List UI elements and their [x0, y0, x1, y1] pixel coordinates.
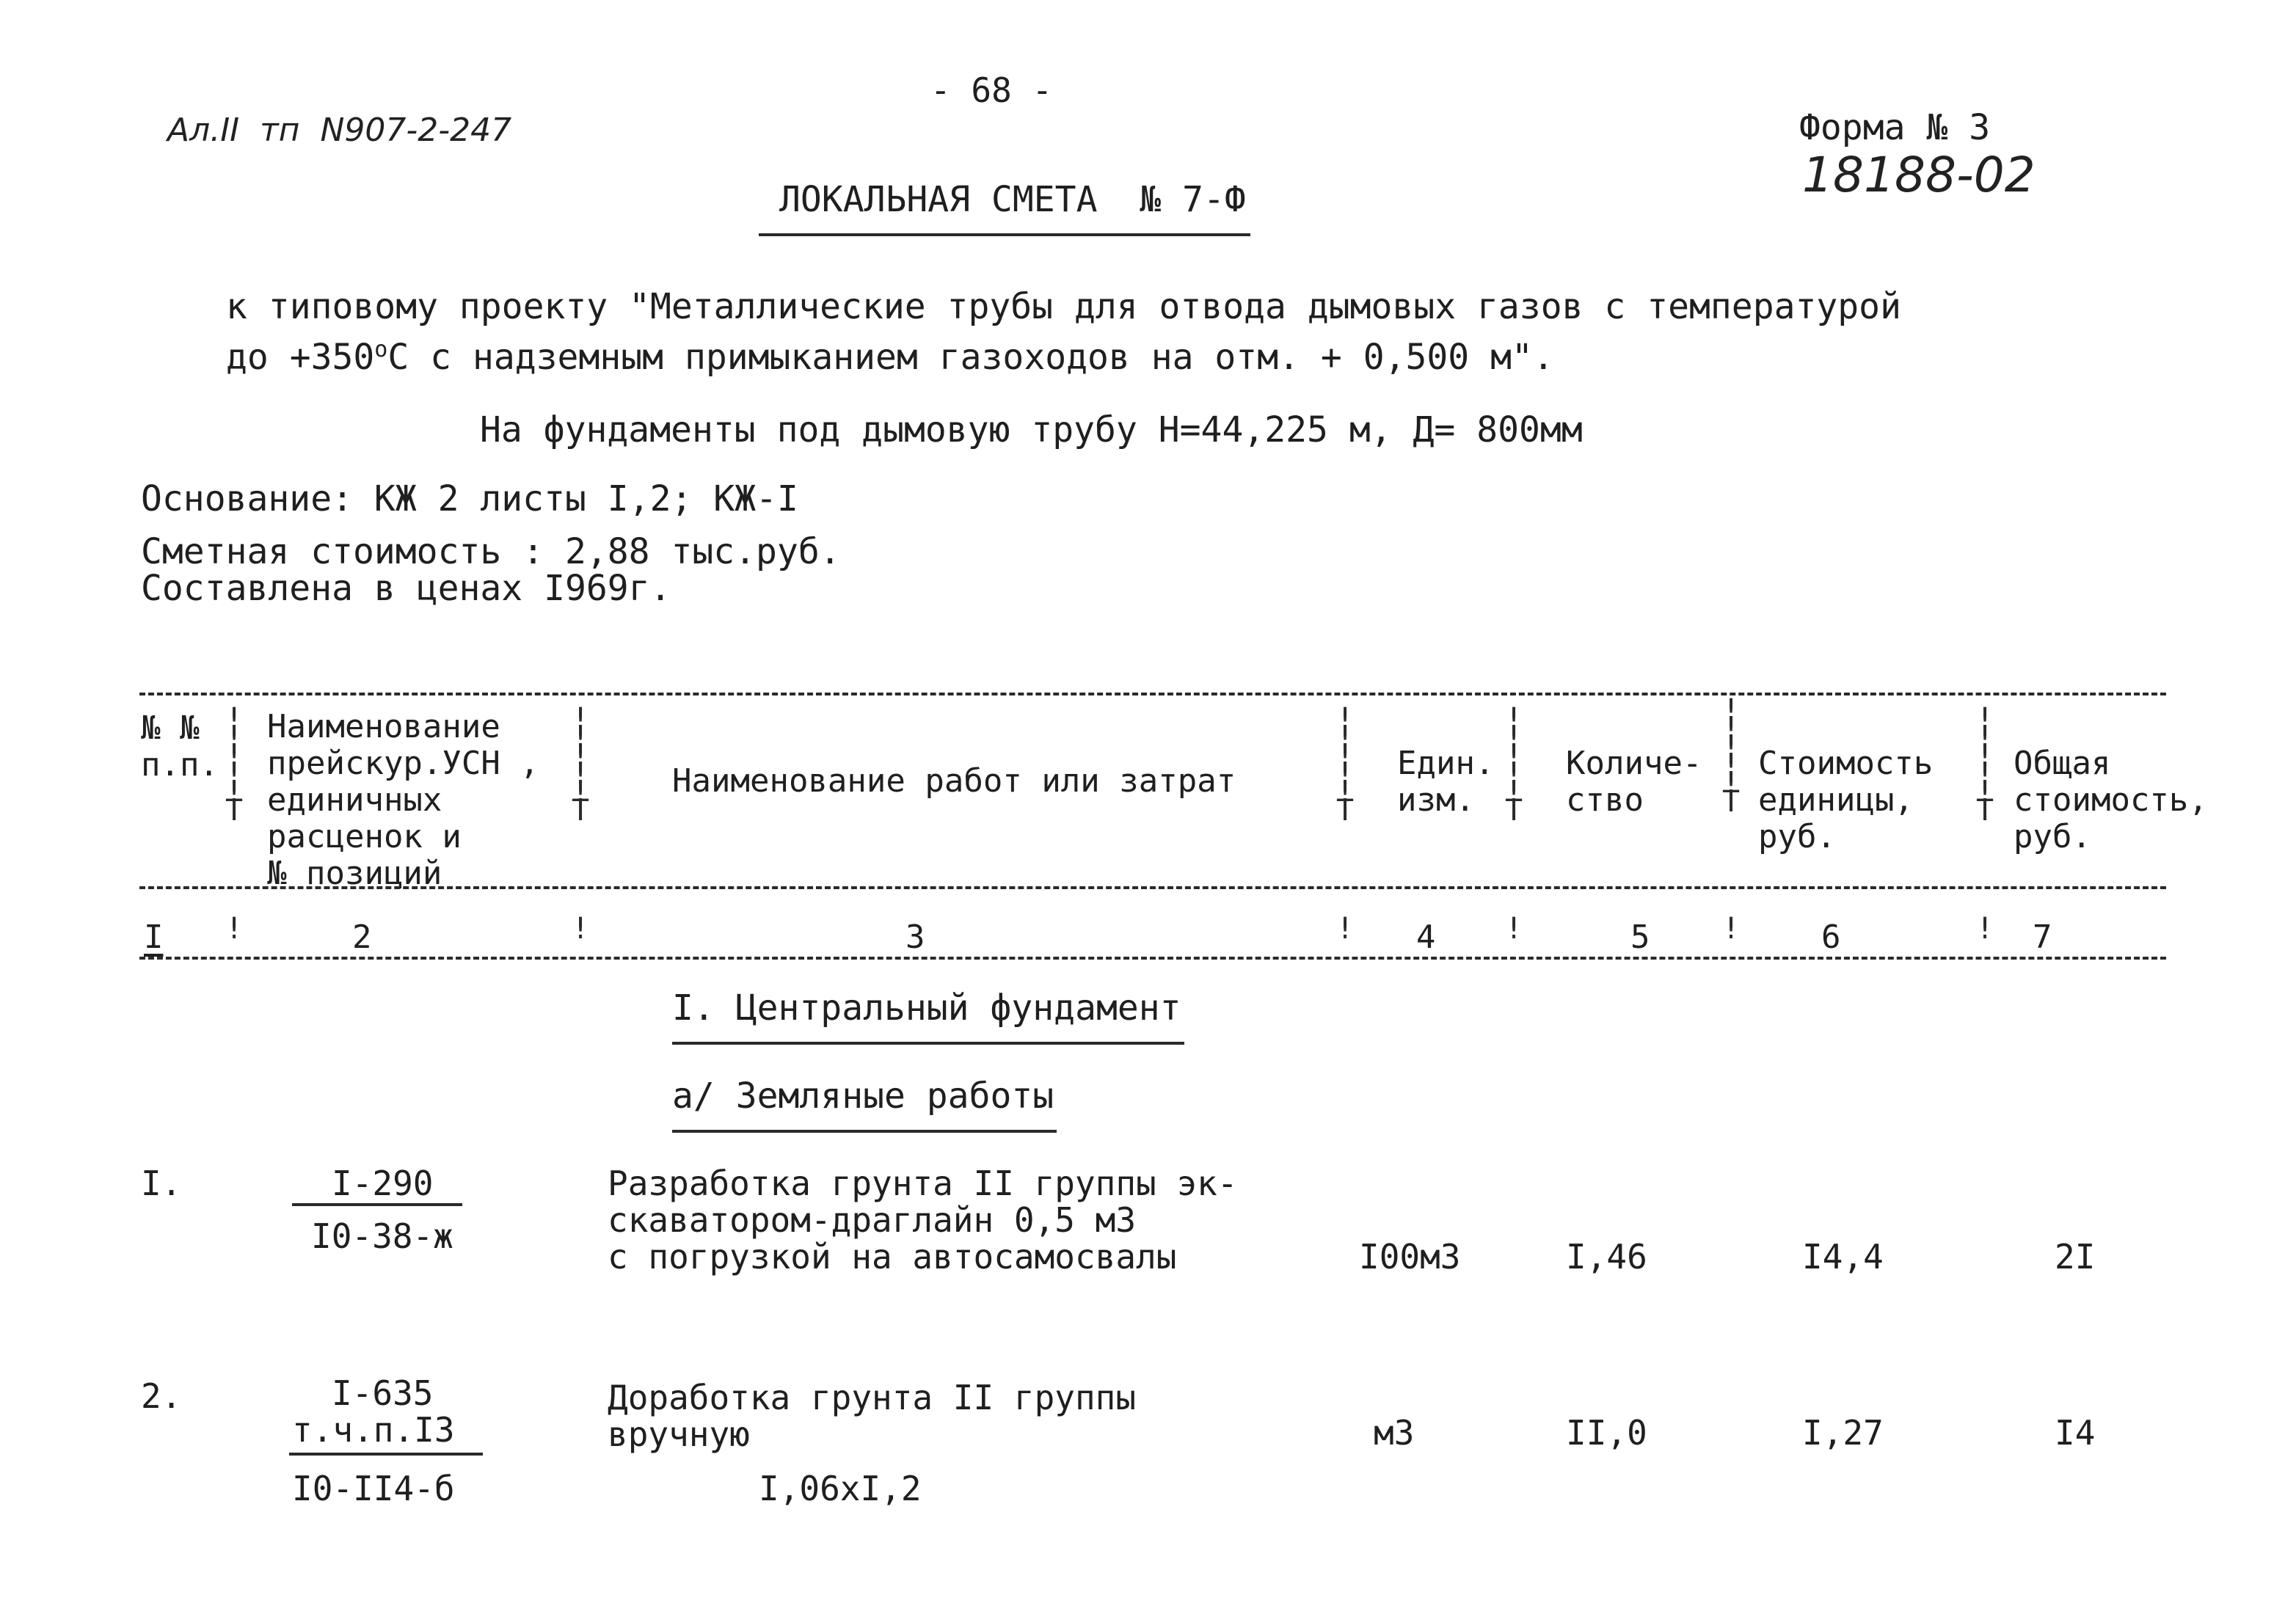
- column-separator: !: [225, 912, 244, 946]
- estimated-cost-line: Сметная стоимость : 2,88 тыс.руб.: [141, 531, 841, 572]
- row-2-code-mid: т.ч.п.I3: [292, 1410, 455, 1450]
- subsection-title-underline: [672, 1130, 1057, 1133]
- header-pricelist-code: Наименование прейскур.УСН , единичных расценок и № позиций: [267, 708, 539, 892]
- header-unit-cost: Стоимость единицы, руб.: [1758, 745, 1934, 855]
- column-number-4: 4: [1416, 919, 1436, 956]
- table-top-rule: [139, 693, 2166, 695]
- column-separator: ! ! ! ! ! T: [1335, 702, 1355, 828]
- row-2-unit-cost: I,27: [1802, 1413, 1884, 1453]
- row-2-total: I4: [2055, 1413, 2096, 1453]
- header-bottom-rule: [139, 886, 2166, 889]
- header-unit: Един. изм.: [1397, 745, 1495, 819]
- column-number-7: 7: [2033, 919, 2052, 956]
- row-1-total: 2I: [2055, 1237, 2096, 1277]
- column-separator: ! ! ! ! ! T: [571, 702, 590, 828]
- page-number: - 68 -: [930, 70, 1053, 110]
- form-code: 18188-02: [1802, 147, 2036, 203]
- row-2-number: 2.: [141, 1376, 182, 1416]
- row-1-unit-cost: I4,4: [1802, 1237, 1884, 1277]
- document-title: ЛОКАЛЬНАЯ СМЕТА № 7-Ф: [779, 179, 1246, 220]
- row-2-quantity: II,0: [1566, 1413, 1647, 1453]
- column-number-1: I: [144, 919, 164, 956]
- row-2-code-divider: [289, 1453, 483, 1456]
- header-total-cost: Общая стоимость, руб.: [2013, 745, 2208, 855]
- row-1-unit: I00м3: [1359, 1237, 1461, 1277]
- column-number-2: 2: [352, 919, 372, 956]
- row-2-unit: м3: [1374, 1413, 1415, 1453]
- column-separator: !: [1721, 912, 1741, 946]
- column-separator: !: [1975, 912, 1994, 946]
- column-separator: ! ! ! ! ! T: [1504, 702, 1523, 828]
- row-1-quantity: I,46: [1566, 1237, 1647, 1277]
- column-separator: !: [571, 912, 590, 946]
- row-1-code-divider: [292, 1203, 462, 1206]
- row-1-code-bottom: I0-38-ж: [311, 1216, 453, 1256]
- row-2-code-top: I-635: [332, 1373, 434, 1413]
- project-line-1: к типовому проекту "Металлические трубы для отвода дымовых газов с температурой: [226, 286, 1901, 327]
- column-number-5: 5: [1630, 919, 1650, 956]
- column-separator: ! ! ! ! ! T: [1721, 693, 1741, 819]
- header-work-name: Наименование работ или затрат: [672, 762, 1236, 800]
- basis-line: Основание: КЖ 2 листы I,2; КЖ-I: [141, 478, 798, 519]
- estimate-subject: На фундаменты под дымовую трубу Н=44,225 м, Д= 800мм: [480, 409, 1583, 450]
- title-underline: [759, 233, 1250, 236]
- project-line-2-start: до +350: [226, 337, 375, 378]
- column-separator: !: [1504, 912, 1523, 946]
- handwritten-reference: Ал.II тп N907-2-247: [167, 112, 512, 149]
- project-line-2: [226, 337, 1554, 378]
- degree-sign: о: [374, 337, 388, 362]
- section-title-underline: [672, 1042, 1184, 1045]
- section-title: I. Центральный фундамент: [672, 987, 1181, 1029]
- project-line-2-end: С с надземным примыканием газоходов на отм. + 0,500 м".: [387, 337, 1554, 378]
- header-row-number: № № п.п.: [141, 709, 219, 784]
- row-2-code-bottom: I0-II4-б: [292, 1469, 455, 1508]
- price-base-line: Составлена в ценах I969г.: [141, 568, 671, 609]
- header-quantity: Количе- ство: [1566, 745, 1702, 819]
- row-1-code-top: I-290: [332, 1164, 434, 1203]
- form-label: Форма № 3: [1799, 107, 1991, 148]
- row-2-description: Доработка грунта II группы вручную: [608, 1378, 1137, 1454]
- column-separator: ! ! ! ! ! T: [1975, 702, 1994, 828]
- row-1-description: Разработка грунта II группы эк- скаватором-драглайн 0,5 м3 с погрузкой на автосамосвалы: [608, 1164, 1238, 1277]
- column-separator: !: [1335, 912, 1355, 946]
- row-2-calculation: I,06хI,2: [759, 1469, 922, 1508]
- column-number-3: 3: [905, 919, 925, 956]
- column-separator: ! ! ! ! ! T: [225, 702, 244, 828]
- subsection-title: а/ Земляные работы: [672, 1076, 1054, 1117]
- column-numbers-rule: [139, 957, 2166, 960]
- column-number-6: 6: [1821, 919, 1841, 956]
- row-1-number: I.: [141, 1164, 182, 1203]
